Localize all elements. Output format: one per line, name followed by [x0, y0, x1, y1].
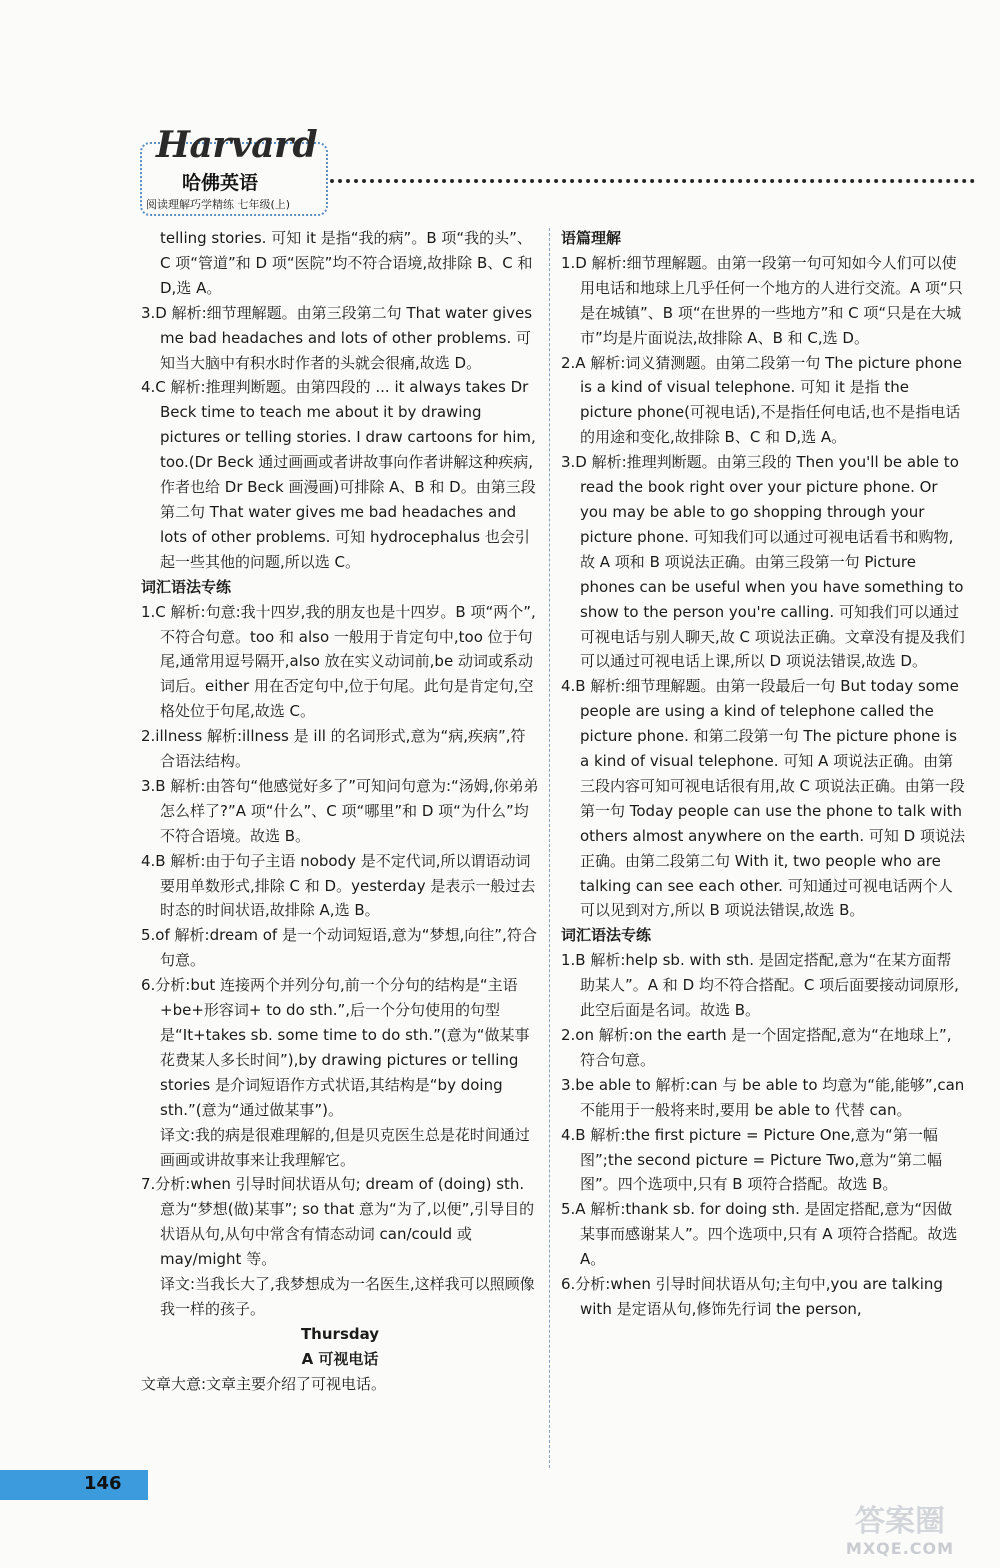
paragraph: telling stories. 可知 it 是指“我的病”。B 项“我的头”、C 项“管道”和 D 项“医院”均不符合语境,故排除 B、C 和 D,选 A。 [160, 229, 533, 297]
answer-item: 2.on 解析:on the earth 是一个固定搭配,意为“在地球上”,符合句意。 [561, 1026, 952, 1069]
answer-item: 4.B 解析:细节理解题。由第一段最后一句 But today some people are using a kind of telephone called the picture phone. 和第二段第一句 The picture phone is a kind of visual telephone. 可知 A 项说法正确。由第三段内容可知可视电话很有用,故 C 项说法正确。由第一段第一句 Today people can use the phone to talk with others almost anywhere on the earth. 可知 D 项说法正确。由第二段第二句 With it, two people who are talking can see each other. 可知通过可视电话两个人可以见到对方,所以 B 项说法错误,故选 B。 [561, 677, 966, 920]
answer-item: 4.B 解析:the first picture = Picture One,意为“第一幅图”;the second picture = Picture Two,意为“第二幅图”。四个选项中,只有 B 项符合搭配。故选 B。 [561, 1125, 942, 1194]
answer-item: 2.A 解析:词义猜测题。由第二段第一句 The picture phone is a kind of visual telephone. 可知 it 是指 the picture phone(可视电话),不是指任何电话,也不是指电话的用途和变化,故排除 B、C 和 D,选 A。 [561, 353, 962, 447]
answer-item: 1.C 解析:句意:我十四岁,我的朋友也是十四岁。B 项“两个”,不符合句意。too 和 also 一般用于肯定句中,too 位于句尾,通常用逗号隔开,also 放在实义动词前,be 动词或系动词后。either 用在否定句中,位于句尾。此句是肯定句,空格处位于句尾,故选 C。 [141, 602, 536, 721]
logo-title: Harvard [156, 124, 318, 166]
answer-item: 7.分析:when 引导时间状语从句; dream of (doing) sth. 意为“梦想(做)某事”; so that 意为“为了,以便”,引导目的状语从句,从句中常含有情态动词 can/could 或 may/might 等。 [141, 1175, 535, 1269]
logo-chinese-title: 哈佛英语 [182, 172, 259, 194]
right-column [561, 226, 965, 1322]
answer-item: 4.B 解析:由于句子主语 nobody 是不定代词,所以谓语动词要用单数形式,排除 C 和 D。yesterday 是表示一般过去时态的时间状语,故排除 A,选 B。 [141, 851, 536, 920]
section-heading: 词汇语法专练 [141, 577, 232, 596]
answer-item: 1.B 解析:help sb. with sth. 是固定搭配,意为“在某方面帮助某人”。A 和 D 均不符合搭配。C 项后面要接动词原形,此空后面是名词。故选 B。 [561, 951, 959, 1020]
answer-item: 3.D 解析:推理判断题。由第三段的 Then you'll be able to read the book right over your picture phone. Or you may be able to go shopping through your picture phone. 可知我们可以通过可视电话看书和购物,故 A 项和 B 项说法正确。由第三段第一句 Picture phones can be useful when you have something to show to the person you're calling. 可知我们可以通过可视电话与别人聊天,故 C 项说法正确。文章没有提及我们可以通过可视电话上课,所以 D 项说法错误,故选 D。 [561, 453, 965, 671]
answer-item: 6.分析:but 连接两个并列分句,前一个分句的结构是“主语+be+形容词+ to do sth.”,后一个分句使用的句型是“It+takes sb. some time to do sth.”(意为“做某事花费某人多长时间”),by drawing pictures or telling stories 是介词短语作方式状语,其结构是“by doing sth.”(意为“通过做某事”)。 [141, 976, 530, 1119]
watermark [820, 1505, 980, 1565]
page-number-tab [0, 1470, 148, 1500]
header-dotted-rule [330, 179, 975, 183]
watermark-url: MXQE.COM [845, 1539, 955, 1558]
answer-item: 5.of 解析:dream of 是一个动词短语,意为“梦想,向往”,符合句意。 [141, 926, 537, 970]
answer-item: 3.be able to 解析:can 与 be able to 均意为“能,能够”,can 不能用于一般将来时,要用 be able to 代替 can。 [561, 1075, 965, 1119]
answer-item: 5.A 解析:thank sb. for doing sth. 是固定搭配,意为“因做某事而感谢某人”。四个选项中,只有 A 项符合搭配。故选 A。 [561, 1200, 958, 1269]
answer-item: 2.illness 解析:illness 是 ill 的名词形式,意为“病,疾病”,符合语法结构。 [141, 727, 526, 771]
left-column [141, 226, 539, 1397]
section-heading: 词汇语法专练 [561, 926, 652, 945]
paragraph: 译文:当我长大了,我梦想成为一名医生,这样我可以照顾像我一样的孩子。 [160, 1275, 535, 1318]
centered-title: A 可视电话 [301, 1349, 379, 1368]
paragraph: 文章大意:文章主要介绍了可视电话。 [141, 1374, 387, 1393]
page-header [0, 0, 1000, 225]
answer-item: 4.C 解析:推理判断题。由第四段的 ... it always takes Dr Beck time to teach me about it by drawing pictures or telling stories. I draw cartoons for him, too.(Dr Beck 通过画画或者讲故事向作者讲解这种疾病,作者也给 Dr Beck 画漫画)可排除 A、B 和 D。由第三段第二句 That water gives me bad headaches and lots of other problems. 可知 hydrocephalus 也会引起一些其他的问题,所以选 C。 [141, 378, 536, 571]
watermark-logo-text: 答案圈 [855, 1504, 945, 1539]
answer-item: 3.B 解析:由答句“他感觉好多了”可知问句意为:“汤姆,你弟弟怎么样了?”A 项“什么”、C 项“哪里”和 D 项“为什么”均不符合语境。故选 B。 [141, 776, 539, 845]
column-divider [549, 228, 550, 1468]
answer-item: 1.D 解析:细节理解题。由第一段第一句可知如今人们可以使用电话和地球上几乎任何一个地方的人进行交流。A 项“只是在城镇”、B 项“在世界的一些地方”和 C 项“只是在大城市”均是片面说法,故排除 A、B 和 C,选 D。 [561, 253, 963, 347]
page-number: 146 [84, 1473, 122, 1494]
centered-title: Thursday [300, 1324, 380, 1343]
section-heading: 语篇理解 [561, 229, 622, 247]
book-subtitle: 阅读理解巧学精练 七年级(上) [146, 198, 291, 211]
answer-item: 6.分析:when 引导时间状语从句;主句中,you are talking with 是定语从句,修饰先行词 the person, [561, 1275, 943, 1318]
paragraph: 译文:我的病是很难理解的,但是贝克医生总是花时间通过画画或讲故事来让我理解它。 [160, 1125, 530, 1169]
answer-item: 3.D 解析:细节理解题。由第三段第二句 That water gives me bad headaches and lots of other problems. 可知当大脑中有积水时作者的头就会很痛,故选 D。 [141, 303, 533, 372]
